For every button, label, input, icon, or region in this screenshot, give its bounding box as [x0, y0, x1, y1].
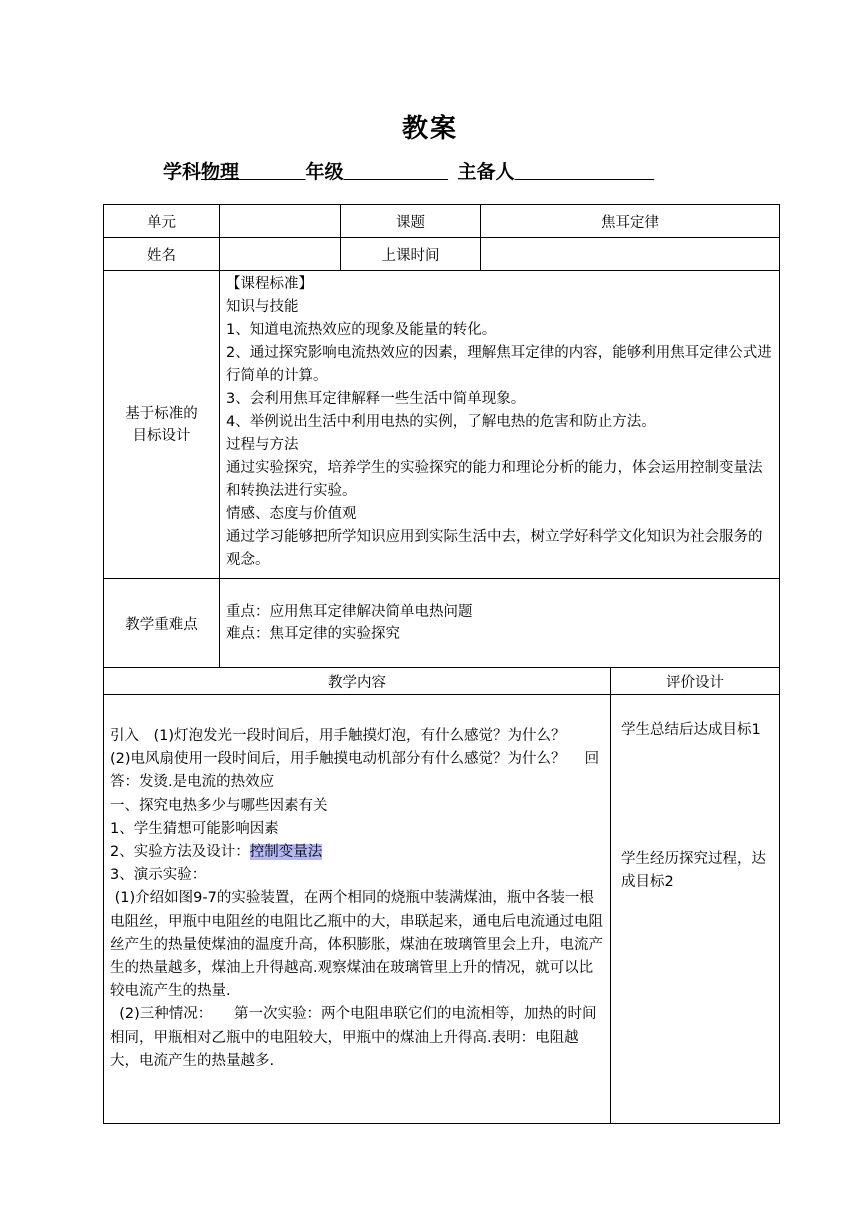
- header-line: [163, 157, 654, 184]
- row-goals: [104, 271, 780, 579]
- key-points: [220, 579, 780, 668]
- document-title: 教案: [401, 114, 458, 144]
- topic-label: 课题: [341, 205, 481, 238]
- lesson-plan-table: [103, 204, 780, 1124]
- standard-line: 过程与方法: [226, 437, 299, 453]
- content-item: 3、演示实验：: [110, 867, 207, 884]
- class-time-value: [481, 238, 780, 271]
- subject-value-field: [201, 161, 306, 183]
- teaching-content: [104, 695, 611, 1124]
- class-time-label: 上课时间: [341, 238, 481, 271]
- standard-line: 3、会利用焦耳定律解释一些生活中简单现象。: [226, 391, 526, 407]
- subject-value: 物理: [201, 161, 240, 183]
- section-heading: 一、探究电热多少与哪些因素有关: [110, 797, 328, 814]
- goal-label-line: 目标设计: [132, 427, 191, 444]
- preparer-label: 主备人: [457, 161, 515, 183]
- grade-value-field: [344, 161, 449, 183]
- standard-line: 4、举例说出生活中利用电热的实例，了解电热的危害和防止方法。: [226, 414, 656, 430]
- eval-spacer: [621, 742, 771, 848]
- item-text: 2、实验方法及设计：: [110, 844, 250, 861]
- goal-label-line: 基于标准的: [125, 405, 198, 422]
- standard-line: 1、知道电流热效应的现象及能量的转化。: [226, 322, 497, 338]
- experiment-paragraph: (1)介绍如图9-7的实验装置，在两个相同的烧瓶中装满煤油，瓶中各装一根电阻丝，甲瓶中电阻丝的电阻比乙瓶中的大，串联起来，通电后电流通过电阻丝产生的热量使煤油的温度升高，体积膨胀，煤油在玻璃管里会上升，电流产生的热量越多，煤油上升得越高.观察煤油在玻璃管里上升的情况，就可以比较电流产生的热量.: [110, 890, 603, 1000]
- standard-line: 通过学习能够把所学知识应用到实际生活中去，树立学好科学文化知识为社会服务的观念。: [226, 529, 763, 568]
- standard-line: 情感、态度与价值观: [226, 506, 357, 522]
- grade-label: 年级: [305, 161, 344, 183]
- row-name: [104, 238, 780, 271]
- standard-line: 知识与技能: [226, 299, 299, 315]
- standard-line: 【课程标准】: [226, 276, 313, 292]
- key-point-line: 重点：应用焦耳定律解决简单电热问题: [226, 604, 473, 620]
- eval-item: 学生经历探究过程，达成目标2: [621, 851, 766, 890]
- topic-value: 焦耳定律: [481, 205, 780, 238]
- subject-label: 学科: [163, 161, 202, 183]
- key-points-label: 教学重难点: [104, 579, 220, 668]
- content-item: 1、学生猜想可能影响因素: [110, 820, 279, 837]
- name-label: 姓名: [104, 238, 220, 271]
- name-value: [220, 238, 341, 271]
- standard-line: 通过实验探究，培养学生的实验探究的能力和理论分析的能力，体会运用控制变量法和转换法进行实验。: [226, 460, 763, 499]
- preparer-value-field: [515, 161, 655, 183]
- highlighted-method: 控制变量法: [249, 844, 323, 861]
- course-standards: [220, 271, 780, 579]
- row-content-header: [104, 668, 780, 695]
- key-point-line: 难点：焦耳定律的实验探究: [226, 626, 400, 642]
- row-key-points: [104, 579, 780, 668]
- intro-paragraph: 引入 (1)灯泡发光一段时间后，用手触摸灯泡，有什么感觉？为什么？ (2)电风扇使用一段时间后，用手触摸电动机部分有什么感觉？为什么？ 回答：发烫.是电流的热效应: [110, 728, 600, 791]
- experiment-paragraph: (2)三种情况： 第一次实验：两个电阻串联它们的电流相等，加热的时间相同，甲瓶相对乙瓶中的电阻较大，甲瓶中的煤油上升得高.表明：电阻越大，电流产生的热量越多.: [110, 1006, 597, 1069]
- standard-line: 2、通过探究影响电流热效应的因素，理解焦耳定律的内容，能够利用焦耳定律公式进行简单的计算。: [226, 345, 772, 384]
- eval-item: 学生总结后达成目标1: [621, 722, 761, 738]
- content-header: 教学内容: [104, 668, 611, 695]
- unit-value: [220, 205, 341, 238]
- content-item: [110, 841, 604, 864]
- goal-label: [104, 271, 220, 579]
- row-unit: [104, 205, 780, 238]
- unit-label: 单元: [104, 205, 220, 238]
- row-content: [104, 695, 780, 1124]
- evaluation-design: [611, 695, 780, 1124]
- eval-header: 评价设计: [611, 668, 780, 695]
